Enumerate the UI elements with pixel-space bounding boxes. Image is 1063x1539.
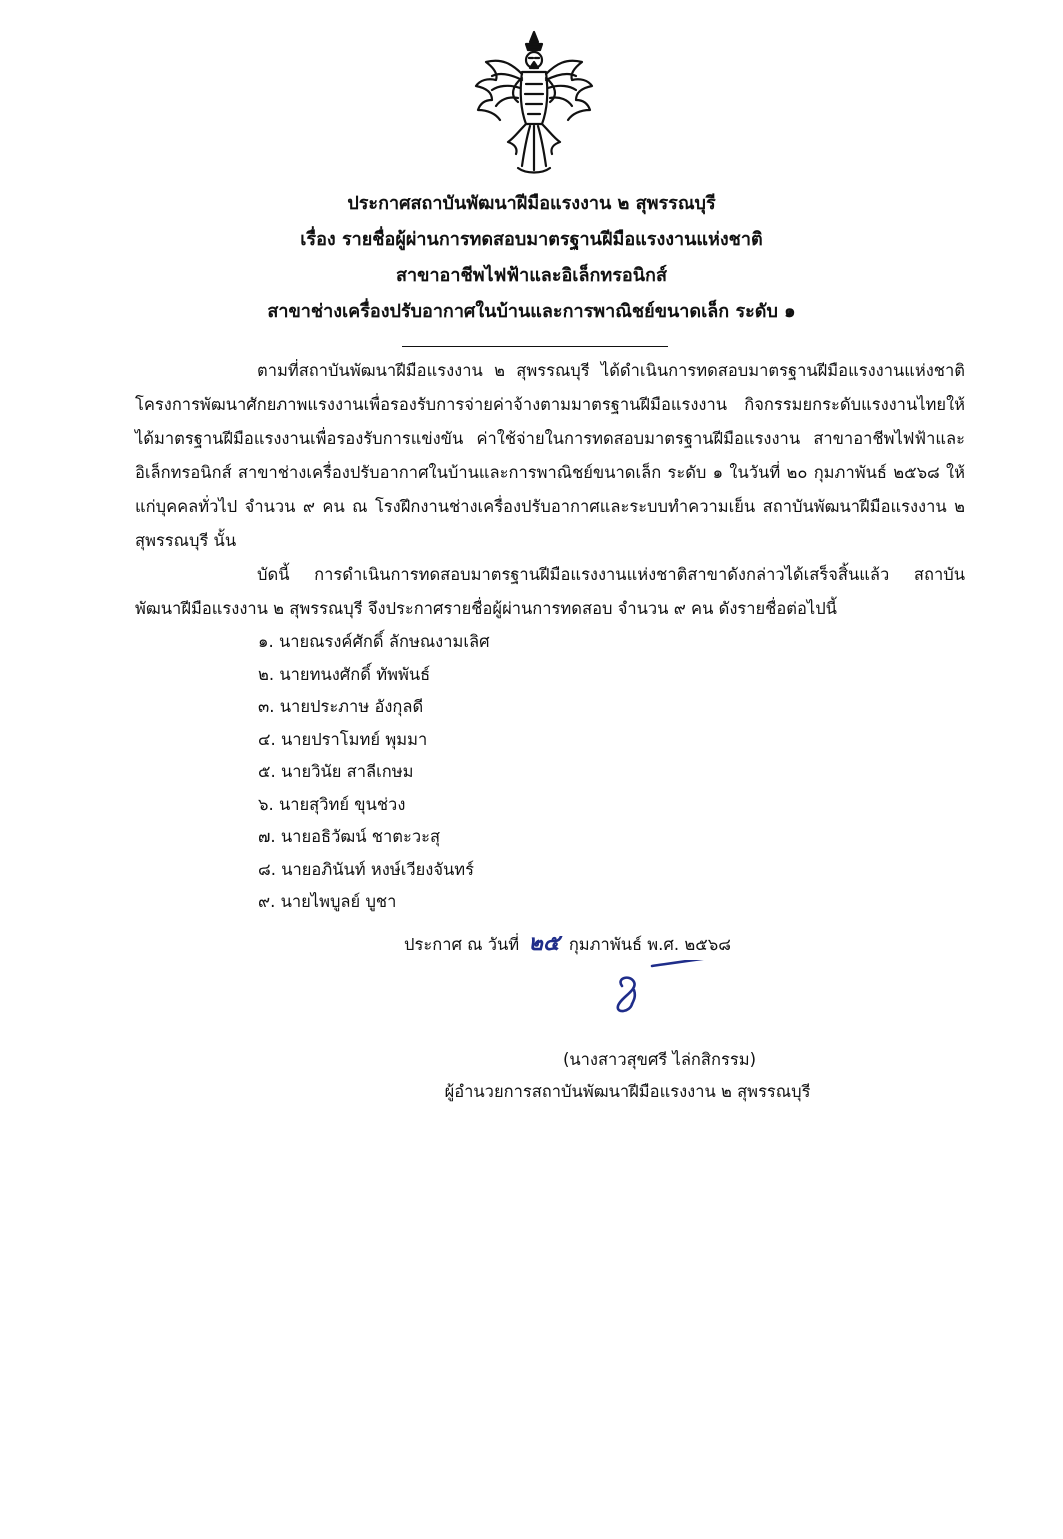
list-item: ๙. นายไพบูลย์ บูชา [258,892,397,911]
list-item: ๘. นายอภินันท์ หงษ์เวียงจันทร์ [258,859,475,879]
list-item: ๖. นายสุวิทย์ ขุนช่วง [258,794,406,814]
signer-name: (นางสาวสุขศรี ไล่กสิกรรม) [562,1050,757,1069]
list-item: ๔. นายปราโมทย์ พุมมา [258,729,428,749]
list-item: ๗. นายอธิวัฒน์ ชาตะวะสุ [258,827,441,846]
announcement-date [404,928,731,961]
announcement-subject: เรื่อง รายชื่อผู้ผ่านการทดสอบมาตรฐานฝีมือแรงงานแห่งชาติ [300,229,763,250]
occupation-field: สาขาอาชีพไฟฟ้าและอิเล็กทรอนิกส์ [396,265,667,286]
list-item: ๕. นายวินัย สาลีเกษม [258,762,414,781]
body-paragraph-1-text: ตามที่สถาบันพัฒนาฝีมือแรงงาน ๒ สุพรรณบุรี ได้ดำเนินการทดสอบมาตรฐานฝีมือแรงงานแห่งชาติ โครงการพัฒนาศักยภาพแรงงานเพื่อรองรับการจ่ายค่าจ้างตามมาตรฐานฝีมือแรงงาน กิจกรรมยกระดับแรงงานไทยให้ได้มาตรฐานฝีมือแรงงานเพื่อรองรับการแข่งขัน ค่าใช้จ่ายในการทดสอบมาตรฐานฝีมือแรงงาน สาขาอาชีพไฟฟ้าและอิเล็กทรอนิกส์ สาขาช่างเครื่องปรับอากาศในบ้านและการพาณิชย์ขนาดเล็ก ระดับ ๑ ในวันที่ ๒๐ กุมภาพันธ์ ๒๕๖๘ ให้แก่บุคคลทั่วไป จำนวน ๙ คน ณ โรงฝึกงานช่างเครื่องปรับอากาศและระบบทำความเย็น สถาบันพัฒนาฝีมือแรงงาน ๒ สุพรรณบุรี นั้น [135,361,965,550]
handwritten-signature-icon [600,960,770,1020]
date-suffix: กุมภาพันธ์ พ.ศ. ๒๕๖๘ [568,935,731,954]
trade-and-level: สาขาช่างเครื่องปรับอากาศในบ้านและการพาณิชย์ขนาดเล็ก ระดับ ๑ [267,301,796,322]
body-paragraph-2 [135,558,965,626]
signer-position: ผู้อำนวยการสถาบันพัฒนาฝีมือแรงงาน ๒ สุพรรณบุรี [444,1082,811,1101]
date-prefix: ประกาศ ณ วันที่ [404,935,520,954]
body-paragraph-2-text: บัดนี้ การดำเนินการทดสอบมาตรฐานฝีมือแรงงานแห่งชาติสาขาดังกล่าวได้เสร็จสิ้นแล้ว สถาบันพัฒนาฝีมือแรงงาน ๒ สุพรรณบุรี จึงประกาศรายชื่อผู้ผ่านการทดสอบ จำนวน ๙ คน ดังรายชื่อต่อไปนี้ [135,565,965,618]
heading-divider [402,346,668,347]
passed-candidates-list [258,626,758,919]
body-paragraph-1 [135,354,965,558]
list-item: ๓. นายประภาษ อังกุลดี [258,697,424,716]
announcement-title: ประกาศสถาบันพัฒนาฝีมือแรงงาน ๒ สุพรรณบุรี [347,193,716,214]
list-item: ๑. นายณรงค์ศักดิ์ ลักษณงามเลิศ [258,632,490,651]
garuda-emblem-icon [474,28,594,178]
handwritten-day: ๒๕ [528,931,560,956]
list-item: ๒. นายทนงศักดิ์ ทัพพันธ์ [258,664,431,684]
